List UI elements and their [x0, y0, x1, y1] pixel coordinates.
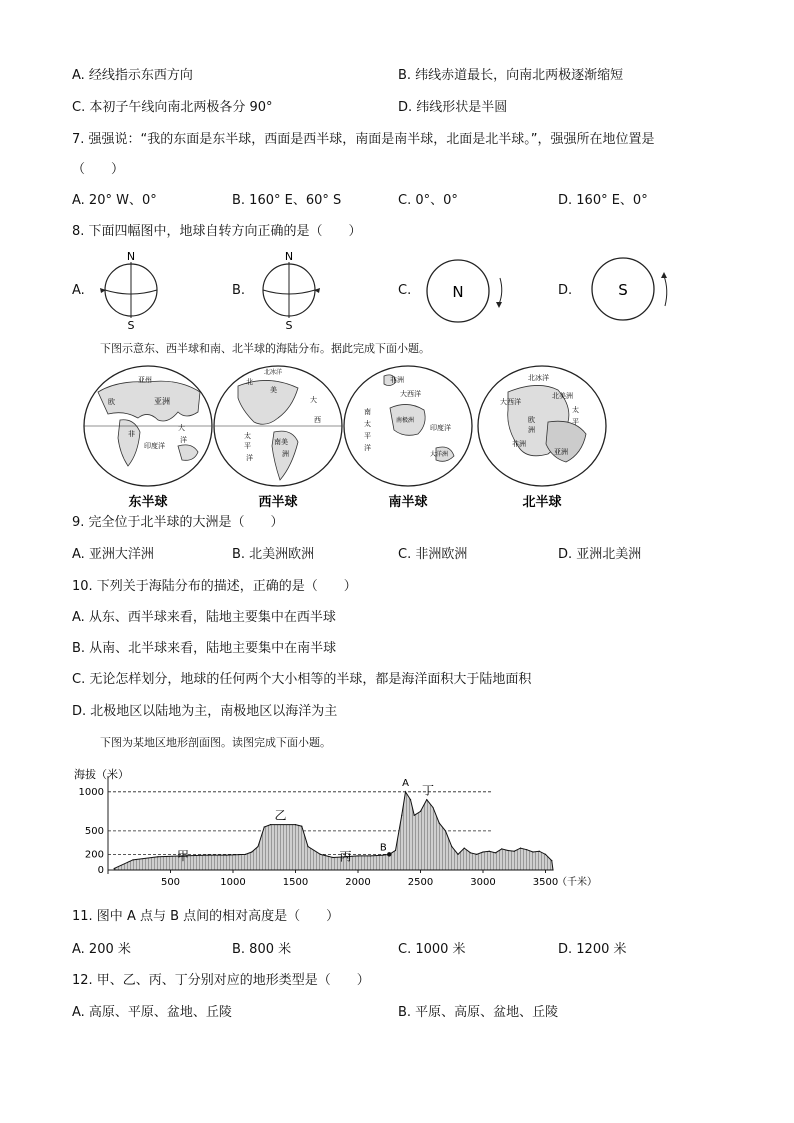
- caption-north: 北半球: [522, 495, 562, 510]
- q8-globe-d: [585, 254, 675, 324]
- svg-text:洲: 洲: [528, 426, 535, 434]
- annotation-甲: 甲: [176, 848, 190, 863]
- svg-text:亚洲: 亚洲: [554, 448, 568, 456]
- svg-text:美: 美: [270, 386, 277, 394]
- y-tick-label: 0: [97, 865, 104, 876]
- x-tick-label: 3500: [532, 877, 559, 888]
- terrain-point: [395, 850, 396, 851]
- east-hemisphere-map: [84, 366, 212, 510]
- x-tick-label: 1000: [220, 877, 246, 888]
- q8-globe-c: [420, 256, 510, 326]
- q12-option-b: B. 平原、高原、盆地、丘陵: [398, 1005, 559, 1020]
- pole-n-label: N: [126, 250, 136, 263]
- svg-text:南: 南: [364, 408, 371, 416]
- svg-text:洋: 洋: [364, 444, 371, 452]
- terrain-point: [157, 856, 158, 857]
- svg-text:亚洲: 亚洲: [154, 397, 170, 406]
- svg-text:北美洲: 北美洲: [552, 392, 573, 400]
- svg-text:亚州: 亚州: [138, 376, 152, 384]
- q8-globe-b: [254, 248, 324, 332]
- svg-text:平: 平: [572, 418, 579, 426]
- svg-text:欧: 欧: [108, 398, 115, 406]
- svg-text:欧: 欧: [528, 416, 535, 424]
- hemisphere-maps: [78, 362, 618, 514]
- caption-west: 西半球: [258, 495, 298, 510]
- svg-text:大西洋: 大西洋: [400, 390, 421, 398]
- q12-stem: 12. 甲、乙、丙、丁分别对应的地形类型是（ ）: [72, 973, 370, 988]
- svg-text:印度洋: 印度洋: [144, 442, 165, 450]
- terrain-point: [426, 799, 427, 800]
- q12-option-a: A. 高原、平原、盆地、丘陵: [72, 1005, 232, 1020]
- q7-stem: 7. 强强说：“我的东面是东半球，西面是西半球，南面是南半球，北面是北半球。”，强强所在地位置是: [72, 132, 655, 147]
- q8-globe-a: [96, 248, 166, 332]
- terrain-point: [495, 852, 496, 853]
- q7-option-a: A. 20° W、0°: [72, 193, 157, 208]
- q9-option-d: D. 亚洲北美洲: [558, 547, 642, 562]
- terrain-point: [226, 855, 227, 856]
- x-tick-label: 2000: [345, 877, 371, 888]
- pole-s-label: S: [285, 319, 293, 332]
- pole-n-label: N: [284, 250, 294, 263]
- x-tick-label: 500: [160, 877, 181, 888]
- terrain-point: [532, 851, 533, 852]
- svg-text:南美: 南美: [274, 438, 288, 446]
- terrain-point: [476, 854, 477, 855]
- terrain-point: [320, 854, 321, 855]
- terrain-point: [295, 824, 296, 825]
- terrain-point: [464, 848, 465, 849]
- terrain-point: [401, 815, 402, 816]
- svg-text:印度洋: 印度洋: [430, 424, 451, 432]
- terrain-point: [520, 848, 521, 849]
- terrain-point: [457, 854, 458, 855]
- svg-text:平: 平: [364, 432, 371, 440]
- q9-option-b: B. 北美洲欧洲: [232, 547, 315, 562]
- q10-option-b: B. 从南、北半球来看，陆地主要集中在南半球: [72, 641, 337, 656]
- svg-text:太: 太: [244, 432, 251, 440]
- q7-option-c: C. 0°、0°: [398, 193, 458, 208]
- terrain-point: [445, 830, 446, 831]
- q10-stem: 10. 下列关于海陆分布的描述，正确的是（ ）: [72, 579, 357, 594]
- x-tick-label: 2500: [407, 877, 434, 888]
- q11-stem: 11. 图中 A 点与 B 点间的相对高度是（ ）: [72, 909, 340, 924]
- svg-text:南极洲: 南极洲: [396, 417, 415, 424]
- svg-text:洲: 洲: [282, 450, 289, 458]
- terrain-point: [382, 855, 383, 856]
- terrain-point: [507, 850, 508, 851]
- terrain-point: [332, 857, 333, 858]
- q10-option-a: A. 从东、西半球来看，陆地主要集中在西半球: [72, 610, 336, 625]
- terrain-profile-chart: [72, 762, 597, 898]
- terrain-point: [307, 846, 308, 847]
- y-tick-label: 1000: [78, 786, 104, 798]
- svg-text:大: 大: [178, 424, 185, 432]
- terrain-point: [514, 851, 515, 852]
- pole-s-label: S: [127, 319, 135, 332]
- q6-option-a: A. 经线指示东西方向: [72, 68, 193, 83]
- arrow-icon: [661, 272, 667, 278]
- svg-text:北冰洋: 北冰洋: [528, 374, 549, 382]
- svg-text:太: 太: [364, 420, 371, 428]
- annotation-B: B: [379, 842, 387, 854]
- hemisphere-intro: 下图示意东、西半球和南、北半球的海陆分布。据此完成下面小题。: [100, 342, 430, 355]
- q9-stem: 9. 完全位于北半球的大洲是（ ）: [72, 515, 284, 530]
- q10-option-d: D. 北极地区以陆地为主，南极地区以海洋为主: [72, 704, 338, 719]
- annotation-乙: 乙: [274, 808, 287, 823]
- svg-text:北冰洋: 北冰洋: [264, 369, 283, 376]
- terrain-point: [420, 811, 421, 812]
- x-tick-label: 1500: [282, 877, 309, 888]
- terrain-point: [545, 854, 546, 855]
- svg-text:大洋洲: 大洋洲: [430, 451, 449, 458]
- q7-option-d: D. 160° E、0°: [558, 193, 648, 208]
- terrain-point: [482, 851, 483, 852]
- terrain-point: [432, 807, 433, 808]
- terrain-point: [489, 851, 490, 852]
- terrain-point: [414, 815, 415, 816]
- q10-option-c: C. 无论怎样划分，地球的任何两个大小相等的半球，都是海洋面积大于陆地面积: [72, 672, 532, 687]
- svg-text:北: 北: [246, 378, 253, 386]
- terrain-point: [410, 799, 411, 800]
- terrain-point: [370, 855, 371, 856]
- terrain-point: [251, 851, 252, 852]
- x-axis-label: （千米）: [557, 877, 597, 888]
- q8-stem: 8. 下面四幅图中，地球自转方向正确的是（ ）: [72, 224, 362, 239]
- q7-option-b: B. 160° E、60° S: [232, 193, 342, 208]
- q11-option-c: C. 1000 米: [398, 942, 466, 957]
- q6-option-b: B. 纬线赤道最长，向南北两极逐渐缩短: [398, 68, 624, 83]
- y-axis-label: 海拔（米）: [74, 768, 129, 781]
- terrain-point: [539, 851, 540, 852]
- caption-south: 南半球: [388, 495, 428, 510]
- north-hemisphere-map: [478, 366, 606, 510]
- svg-text:太: 太: [572, 406, 579, 414]
- svg-text:非洲: 非洲: [390, 376, 404, 384]
- terrain-point: [405, 791, 406, 792]
- annotation-丙: 丙: [339, 849, 352, 864]
- q6-option-c: C. 本初子午线向南北两极各分 90°: [72, 100, 273, 115]
- svg-text:洋: 洋: [180, 436, 187, 444]
- q9-option-a: A. 亚洲大洋洲: [72, 547, 154, 562]
- terrain-point: [526, 849, 527, 850]
- terrain-point: [245, 854, 246, 855]
- y-tick-label: 500: [84, 825, 104, 837]
- arrow-icon: [496, 302, 502, 308]
- annotation-丁: 丁: [421, 783, 435, 798]
- q11-option-d: D. 1200 米: [558, 942, 627, 957]
- q7-blank: （ ）: [72, 162, 125, 177]
- q8-label-a: A.: [72, 283, 85, 298]
- svg-text:洋: 洋: [246, 454, 253, 462]
- q9-option-c: C. 非洲欧洲: [398, 547, 468, 562]
- terrain-point: [301, 826, 302, 827]
- svg-text:平: 平: [244, 442, 251, 450]
- terrain-point: [451, 846, 452, 847]
- y-tick-label: 200: [84, 849, 104, 861]
- point-b-marker: [387, 852, 391, 856]
- annotation-A: A: [402, 777, 409, 789]
- pole-n-label: N: [452, 283, 464, 301]
- terrain-point: [551, 860, 552, 861]
- caption-east: 东半球: [128, 495, 168, 510]
- terrain-point: [501, 848, 502, 849]
- terrain-point: [552, 869, 553, 870]
- svg-text:非洲: 非洲: [512, 440, 526, 448]
- svg-text:西: 西: [314, 416, 321, 424]
- q6-option-d: D. 纬线形状是半圆: [398, 100, 508, 115]
- q8-label-b: B.: [232, 283, 246, 298]
- terrain-point: [114, 868, 115, 869]
- terrain-point: [439, 822, 440, 823]
- q11-option-b: B. 800 米: [232, 942, 292, 957]
- terrain-point: [207, 855, 208, 856]
- terrain-point: [357, 855, 358, 856]
- profile-intro: 下图为某地区地形剖面图。读图完成下面小题。: [100, 736, 331, 749]
- terrain-point: [132, 859, 133, 860]
- q8-label-d: D.: [558, 283, 573, 298]
- terrain-point: [470, 852, 471, 853]
- svg-text:大西洋: 大西洋: [500, 398, 521, 406]
- q8-label-c: C.: [398, 283, 412, 298]
- x-tick-label: 3000: [470, 877, 496, 888]
- terrain-point: [270, 824, 271, 825]
- svg-text:大: 大: [310, 396, 317, 404]
- pole-s-label: S: [618, 281, 628, 299]
- terrain-point: [257, 846, 258, 847]
- south-hemisphere-map: [344, 366, 472, 510]
- west-hemisphere-map: [214, 366, 342, 510]
- svg-text:非: 非: [128, 430, 135, 438]
- terrain-point: [264, 826, 265, 827]
- q11-option-a: A. 200 米: [72, 942, 131, 957]
